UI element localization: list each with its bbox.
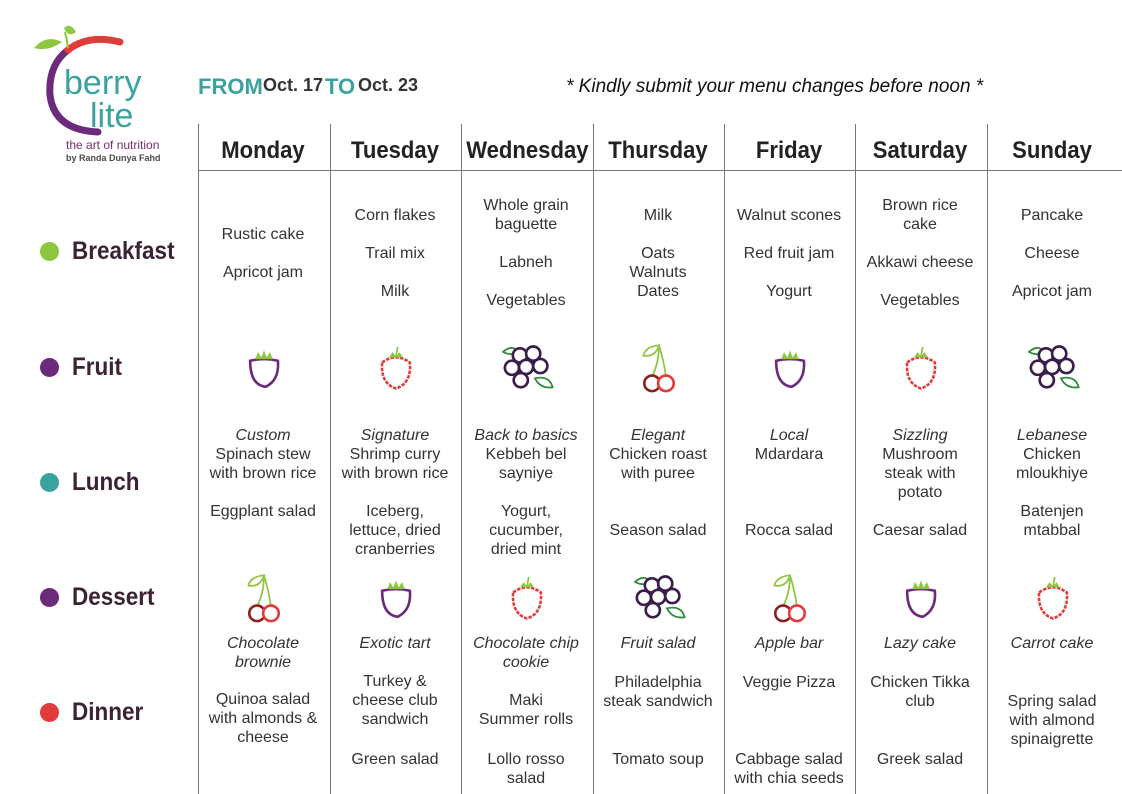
cell-line	[593, 225, 723, 244]
dessert-cell	[330, 634, 460, 653]
lunch-side	[724, 521, 854, 540]
cell-line: Yogurt	[766, 282, 812, 300]
cell-line: steak sandwich	[603, 693, 713, 710]
cell-line: Kebbeh bel	[485, 446, 567, 463]
dessert-cell	[593, 634, 723, 653]
cell-line: Batenjen	[1020, 503, 1084, 520]
cell-line: spinaigrette	[1010, 731, 1094, 748]
cell-line: with almond	[1009, 712, 1095, 729]
dinner-side	[724, 750, 854, 788]
cell-line: steak with	[884, 465, 956, 482]
lunch-theme: Local	[769, 427, 809, 444]
cell-line: sayniye	[498, 465, 554, 482]
cell-line: Chicken	[1023, 446, 1081, 463]
day-header-saturday: Saturday	[872, 137, 968, 164]
header-divider	[198, 170, 1122, 171]
dessert-cell	[724, 634, 854, 653]
cell-line: Turkey &	[363, 673, 427, 690]
to-date: Oct. 23	[358, 75, 419, 95]
dinner-side	[461, 750, 591, 788]
cell-line: Walnuts	[629, 263, 687, 281]
cell-line: dried mint	[490, 541, 562, 558]
day-header-tuesday: Tuesday	[351, 137, 439, 164]
cell-line: with brown rice	[209, 465, 317, 482]
breakfast-cell	[461, 196, 591, 310]
cell-line: cranberries	[354, 541, 436, 558]
lunch-theme: Elegant	[630, 427, 686, 444]
dinner-side	[855, 750, 985, 769]
cell-line: Season salad	[609, 522, 707, 539]
strawberry-icon	[1027, 565, 1079, 627]
dessert-cell	[461, 634, 591, 672]
cell-line: Akkawi cheese	[866, 254, 974, 271]
cell-line: Pancake	[1020, 206, 1084, 224]
cherries-icon	[633, 335, 685, 397]
cell-line: Philadelphia	[614, 674, 702, 691]
cell-line: Chicken Tikka	[870, 674, 970, 691]
lunch-theme: Sizzling	[892, 427, 948, 444]
to-label: TO	[325, 74, 356, 99]
breakfast-cell	[855, 196, 985, 310]
cell-line: Apricot jam	[222, 263, 304, 281]
lunch-main	[593, 445, 723, 483]
logo-byline: by Randa Dunya Fahd	[66, 153, 161, 163]
meal-dot	[40, 473, 59, 492]
meal-row-fruit	[40, 352, 128, 382]
cell-line: Iceberg,	[366, 503, 424, 520]
meal-label: Breakfast	[72, 236, 175, 265]
cell-line: Spring salad	[1007, 693, 1097, 710]
cell-line: cake	[903, 216, 937, 233]
cell-line: mtabbal	[1023, 522, 1081, 539]
dinner-side	[330, 750, 460, 769]
dessert-cell	[987, 634, 1117, 653]
cherries-icon	[764, 565, 816, 627]
dinner-main	[198, 690, 328, 747]
lunch-main	[855, 445, 985, 502]
grape-icon	[370, 565, 422, 627]
cell-line: with puree	[621, 465, 695, 482]
breakfast-cell	[198, 225, 328, 282]
cell-line: Quinoa salad	[215, 691, 311, 708]
cell-line: Caesar salad	[872, 522, 968, 539]
dinner-side	[593, 750, 723, 769]
meal-row-dessert	[40, 582, 164, 612]
dinner-main	[855, 673, 985, 711]
lunch-main	[724, 445, 854, 464]
meal-row-breakfast	[40, 236, 186, 266]
lunch-theme: Custom	[235, 427, 291, 444]
cell-line: baguette	[494, 216, 558, 233]
cell-line: cheese	[237, 729, 289, 746]
cell-line	[724, 225, 854, 244]
meal-row-dinner	[40, 697, 151, 727]
logo-tagline: the art of nutrition	[66, 138, 160, 152]
lunch-main	[987, 445, 1117, 483]
meal-row-lunch	[40, 467, 147, 497]
lunch-side	[330, 502, 460, 559]
cell-line: cookie	[502, 654, 550, 671]
from-date: Oct. 17	[263, 75, 324, 95]
lunch-main	[330, 445, 460, 483]
dinner-main	[461, 691, 591, 729]
day-header-wednesday: Wednesday	[466, 137, 589, 164]
cell-line: cucumber,	[489, 522, 563, 539]
cell-line: Yogurt,	[500, 503, 552, 520]
cell-line	[855, 234, 985, 253]
blueberries-icon	[628, 565, 690, 627]
strawberry-icon	[895, 335, 947, 397]
cell-line: Carrot cake	[1010, 635, 1094, 652]
lunch-side	[198, 502, 328, 521]
cell-line: Eggplant salad	[210, 503, 316, 520]
grape-icon	[764, 335, 816, 397]
meal-label: Lunch	[72, 467, 140, 496]
meal-dot	[40, 358, 59, 377]
lunch-side	[593, 521, 723, 540]
notice-text: * Kindly submit your menu changes before noon *	[566, 76, 984, 97]
cell-line: with chia seeds	[734, 770, 844, 787]
cell-line: Apricot jam	[1011, 282, 1093, 300]
cell-line: potato	[897, 484, 943, 501]
meal-dot	[40, 588, 59, 607]
meal-dot	[40, 242, 59, 261]
cell-line: Dates	[637, 282, 679, 300]
breakfast-cell	[330, 206, 460, 301]
lunch-side	[461, 502, 591, 559]
breakfast-cell	[593, 206, 723, 301]
cell-line: cheese club	[352, 692, 438, 709]
meal-label: Dessert	[72, 582, 155, 611]
cell-line	[461, 234, 591, 253]
lunch-main	[461, 445, 591, 483]
breakfast-cell	[724, 206, 854, 301]
cell-line: Veggie Pizza	[742, 674, 836, 691]
cell-line: Green salad	[351, 751, 439, 768]
dessert-cell	[198, 634, 328, 672]
grape-icon	[238, 335, 290, 397]
lunch-theme: Lebanese	[1016, 427, 1088, 444]
cell-line: Lazy cake	[883, 635, 957, 652]
cell-line	[724, 263, 854, 282]
blueberries-icon	[496, 335, 558, 397]
logo-brand-top: berry	[64, 64, 142, 102]
cell-line: Cabbage salad	[735, 751, 843, 768]
cherries-icon	[238, 565, 290, 627]
cell-line: Rustic cake	[221, 225, 305, 243]
cell-line: Cheese	[1024, 244, 1080, 262]
logo-brand-bottom: lite	[90, 97, 134, 135]
cell-line: Mushroom	[882, 446, 958, 463]
cell-line: Tomato soup	[612, 751, 704, 768]
cell-line: salad	[506, 770, 546, 787]
day-header-friday: Friday	[755, 137, 823, 164]
meal-label: Dinner	[72, 697, 144, 726]
day-header-thursday: Thursday	[608, 137, 708, 164]
cell-line: mloukhiye	[1015, 465, 1089, 482]
cell-line: Oats	[641, 244, 675, 262]
cell-line: Milk	[643, 206, 673, 224]
dinner-main	[330, 672, 460, 729]
blueberries-icon	[1022, 335, 1084, 397]
cell-line: with almonds &	[208, 710, 318, 727]
cell-line: Greek salad	[876, 751, 964, 768]
lunch-theme: Back to basics	[474, 427, 578, 444]
cell-line: Spinach stew	[215, 446, 311, 463]
cell-line: Lollo rosso	[487, 751, 565, 768]
breakfast-cell	[987, 206, 1117, 301]
strawberry-icon	[370, 335, 422, 397]
cell-line: brownie	[234, 654, 292, 671]
cell-line: Exotic tart	[359, 635, 431, 652]
cell-line	[330, 263, 460, 282]
cell-line: sandwich	[361, 711, 429, 728]
lunch-theme: Signature	[360, 427, 430, 444]
cell-line: Summer rolls	[478, 711, 574, 728]
cell-line: Chicken roast	[609, 446, 707, 463]
cell-line: Rocca salad	[744, 522, 834, 539]
cell-line: Mdardara	[754, 446, 824, 463]
day-header-sunday: Sunday	[1012, 137, 1092, 164]
cell-line	[987, 263, 1117, 282]
cell-line: lettuce, dried	[349, 522, 441, 539]
cell-line: Labneh	[499, 254, 553, 271]
dinner-main	[987, 692, 1117, 749]
lunch-side	[855, 521, 985, 540]
cell-line: Chocolate chip	[473, 635, 579, 652]
cell-line: Trail mix	[365, 244, 425, 262]
cell-line: Corn flakes	[354, 206, 436, 224]
lunch-side	[987, 502, 1117, 540]
cell-line: Fruit salad	[620, 635, 696, 652]
cell-line: Maki	[509, 692, 543, 709]
cell-line: Brown rice	[882, 197, 958, 214]
cell-line: Vegetables	[880, 292, 960, 309]
cell-line: Whole grain	[483, 197, 569, 214]
dessert-cell	[855, 634, 985, 653]
strawberry-icon	[501, 565, 553, 627]
dinner-main	[724, 673, 854, 692]
lunch-main	[198, 445, 328, 483]
cell-line: Walnut scones	[736, 206, 842, 224]
cell-line	[198, 244, 328, 263]
from-label: FROM	[198, 74, 263, 99]
meal-label: Fruit	[72, 352, 122, 381]
meal-dot	[40, 703, 59, 722]
cell-line	[987, 225, 1117, 244]
cell-line: Apple bar	[754, 635, 824, 652]
cell-line	[461, 272, 591, 291]
cell-line: club	[905, 693, 935, 710]
cell-line: with brown rice	[341, 465, 449, 482]
cell-line: Shrimp curry	[349, 446, 441, 463]
cell-line	[330, 225, 460, 244]
grape-icon	[895, 565, 947, 627]
cell-line: Milk	[380, 282, 410, 300]
dinner-main	[593, 673, 723, 711]
cell-line: Chocolate	[226, 635, 300, 652]
cell-line	[855, 272, 985, 291]
cell-line: Vegetables	[486, 292, 566, 309]
cell-line: Red fruit jam	[743, 244, 835, 262]
day-header-monday: Monday	[221, 137, 305, 164]
